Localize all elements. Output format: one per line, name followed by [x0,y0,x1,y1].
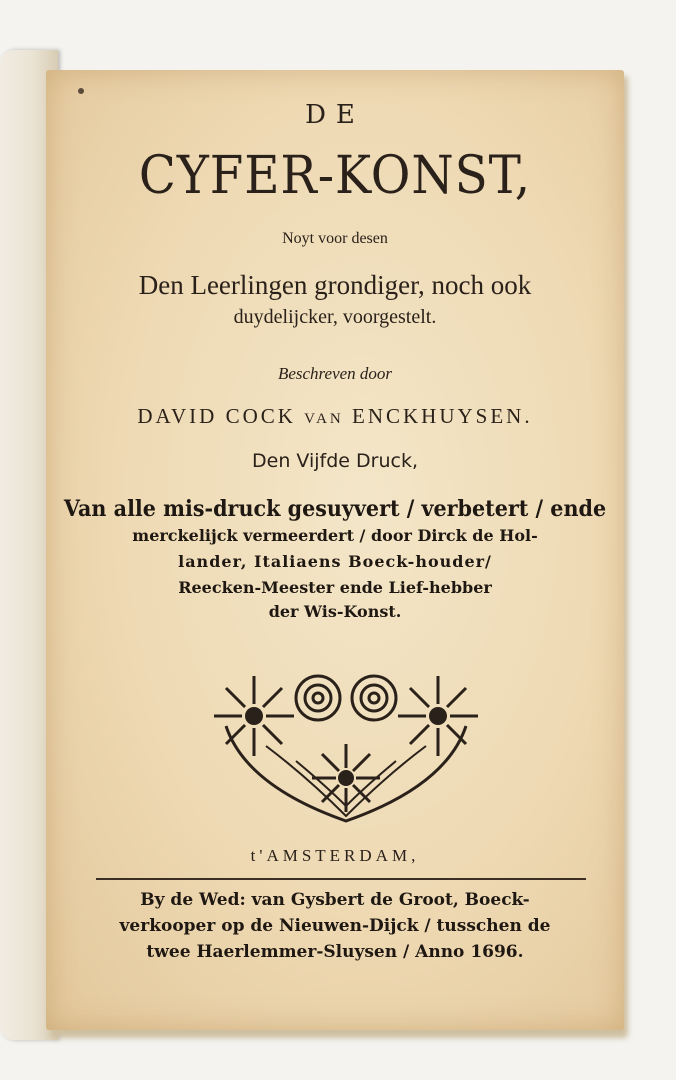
edition-line: Den Vijfde Druck, [252,450,418,472]
subtitle-line-2: duydelijcker, voorgestelt. [233,306,437,328]
imprint-line: By de Wed: van Gysbert de Groot, Boeck- [140,890,530,910]
blackletter-line: Van alle mis-druck gesuyvert / verbetert / ende [63,496,607,522]
main-title: CYFER-KONST, [138,146,532,206]
blackletter-line: der Wis-Konst. [268,602,402,621]
title-de: DE [305,100,365,130]
imprint-rule [96,878,586,880]
place-of-publication: t'AMSTERDAM, [250,846,420,865]
blackletter-line: lander, Italiaens Boeck-houder/ [178,552,492,571]
floral-vignette-icon [206,666,486,826]
author-name: DAVID COCK van ENCKHUYSEN. [137,404,533,428]
subtitle-line-1: Den Leerlingen grondiger, noch ook [138,270,532,300]
title-page [46,70,624,1030]
imprint-line: verkooper op de Nieuwen-Dijck / tusschen de [119,916,551,936]
beschreven-door: Beschreven door [277,364,393,383]
imprint-line: twee Haerlemmer-Sluysen / Anno 1696. [146,942,524,962]
ink-spot [78,88,84,94]
subtitle-noyt: Noyt voor desen [282,230,388,247]
blackletter-line: Reecken-Meester ende Lief-hebber [178,578,492,597]
blackletter-line: merckelijck vermeerdert / door Dirck de Hol- [132,526,538,545]
